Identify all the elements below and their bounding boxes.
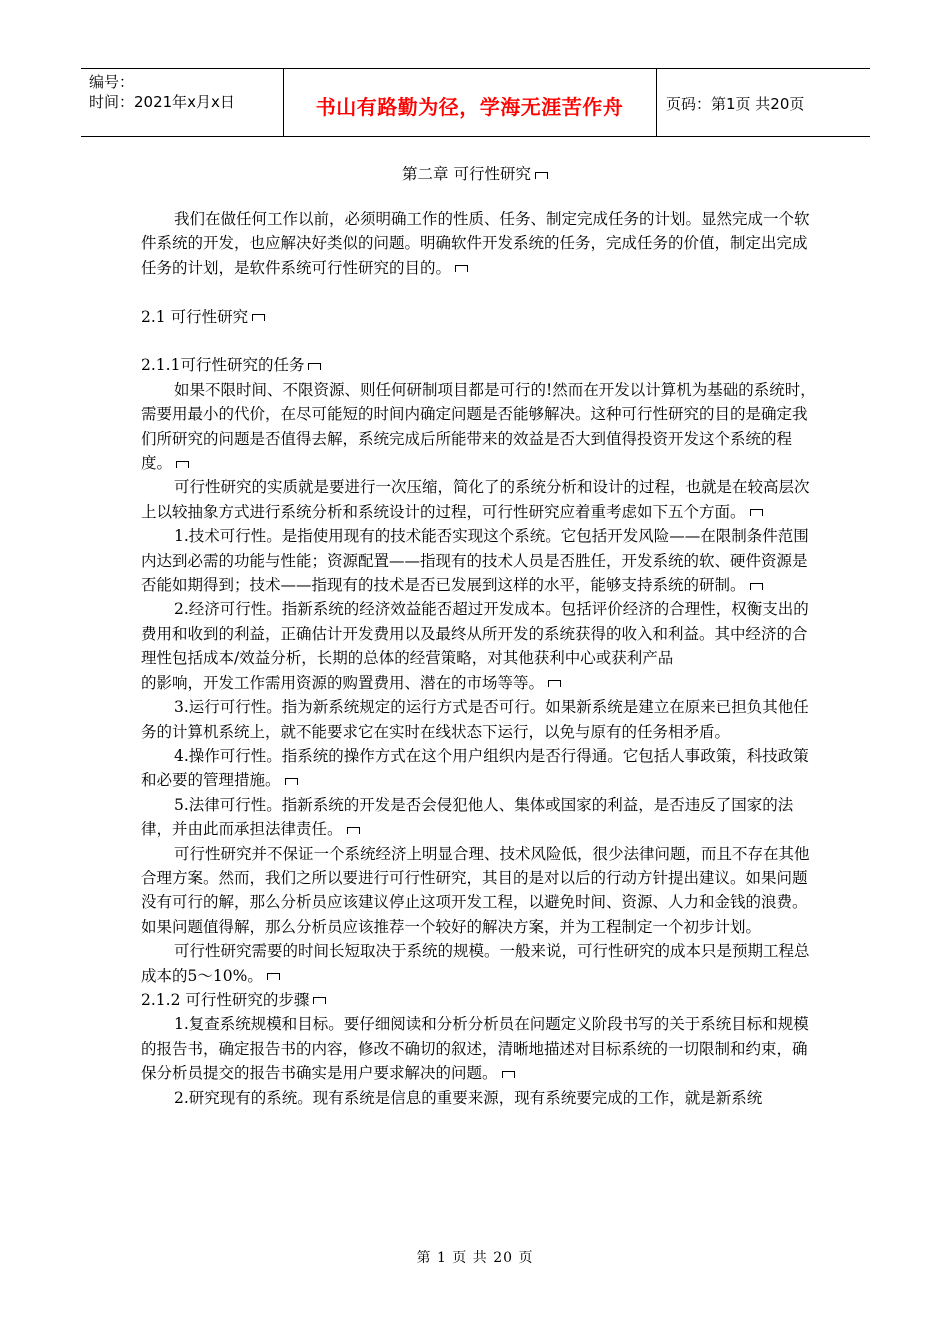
paragraph-mark-icon: [502, 1071, 515, 1078]
header-meta: [89, 72, 235, 112]
list-item: 4.操作可行性。指系统的操作方式在这个用户组织内是否行得通。它包括人事政策，科技政策和必要的管理措施。: [141, 746, 809, 790]
list-item: 3.运行可行性。指为新系统规定的运行方式是否可行。如果新系统是建立在原来已担负其他任务的计算机系统上，就不能要求它在实时在线状态下运行，以免与原有的任务相矛盾。: [141, 698, 809, 741]
chapter-title: 第二章 可行性研究: [0, 162, 950, 184]
list-item: 1.技术可行性。是指使用现有的技术能否实现这个系统。它包括开发风险——在限制条件范围内达到必需的功能与性能；资源配置——指现有的技术人员是否胜任，开发系统的软、硬件资源是否能如期得到；技术——指现有的技术是否已发展到这样的水平，能够支持系统的研制。: [141, 527, 809, 595]
page-label: 页码：第1页 共20页: [666, 95, 805, 113]
paragraph-mark-icon: [313, 997, 326, 1004]
paragraph-mark-icon: [308, 363, 321, 370]
page-footer: 第 1 页 共 20 页: [416, 1250, 534, 1266]
divider: [656, 69, 657, 136]
paragraph-continuation: 的影响，开发工作需用资源的购置费用、潜在的市场等等。: [141, 671, 821, 695]
subsection-heading: 2.1.2 可行性研究的步骤: [141, 988, 821, 1012]
intro-paragraph: 我们在做任何工作以前，必须明确工作的性质、任务、制定完成任务的计划。显然完成一个软件系统的开发，也应解决好类似的问题。明确软件开发系统的任务，完成任务的价值，制定出完成任务的计划，是软件系统可行性研究的目的。: [141, 210, 810, 277]
list-item: 2.研究现有的系统。现有系统是信息的重要来源，现有系统要完成的工作，就是新系统: [174, 1088, 763, 1107]
paragraph-mark-icon: [285, 778, 298, 785]
paragraph: 如果不限时间、不限资源、则任何研制项目都是可行的!然而在开发以计算机为基础的系统时，需要用最小的代价，在尽可能短的时间内确定问题是否能够解决。这种可行性研究的目的是确定我们所研究的问题是否值得去解，系统完成后所能带来的效益是否大到值得投资开发这个系统的程度。: [141, 380, 816, 473]
paragraph-mark-icon: [347, 827, 360, 834]
paragraph: 可行性研究需要的时间长短取决于系统的规模。一般来说，可行性研究的成本只是预期工程总成本的5～10%。: [141, 942, 810, 985]
subsection-heading: 2.1.1可行性研究的任务: [141, 353, 821, 377]
paragraph-mark-icon: [176, 461, 189, 468]
document-body: [141, 207, 821, 1110]
header-table: [81, 68, 870, 137]
paragraph-mark-icon: [750, 583, 763, 590]
section-heading: 2.1 可行性研究: [141, 305, 821, 329]
paragraph-mark-icon: [252, 314, 265, 321]
paragraph-mark-icon: [535, 172, 548, 179]
paragraph-mark-icon: [548, 680, 561, 687]
time-label: 时间：2021年x月x日: [89, 93, 235, 111]
header-motto: 书山有路勤为径，学海无涯苦作舟: [315, 95, 624, 119]
paragraph: 可行性研究并不保证一个系统经济上明显合理、技术风险低，很少法律问题，而且不存在其他合理方案。然而，我们之所以要进行可行性研究，其目的是对以后的行动方针提出建议。如果问题没有可行的解，那么分析员应该建议停止这项开发工程，以避免时间、资源、人力和金钱的浪费。如果问题值得解，那么分析员应该推荐一个较好的解决方案，并为工程制定一个初步计划。: [141, 844, 810, 936]
paragraph-mark-icon: [267, 973, 280, 980]
number-label: 编号：: [89, 73, 135, 91]
list-item: 1.复查系统规模和目标。要仔细阅读和分析分析员在问题定义阶段书写的关于系统目标和规模的报告书，确定报告书的内容，修改不确切的叙述，清晰地描述对目标系统的一切限制和约束，确保分析员提交的报告书确实是用户要求解决的问题。: [141, 1015, 809, 1083]
list-item: 5.法律可行性。指新系统的开发是否会侵犯他人、集体或国家的利益，是否违反了国家的法律，并由此而承担法律责任。: [141, 795, 794, 839]
list-item: 2.经济可行性。指新系统的经济效益能否超过开发成本。包括评价经济的合理性，权衡支出的费用和收到的利益，正确估计开发费用以及最终从所开发的系统获得的收入和利益。其中经济的合理性包括成本/效益分析，长期的总体的经营策略，对其他获利中心或获利产品: [141, 600, 809, 668]
paragraph: 可行性研究的实质就是要进行一次压缩，简化了的系统分析和设计的过程，也就是在较高层次上以较抽象方式进行系统分析和系统设计的过程，可行性研究应着重考虑如下五个方面。: [141, 478, 810, 521]
paragraph-mark-icon: [455, 265, 468, 272]
paragraph-mark-icon: [750, 509, 763, 516]
